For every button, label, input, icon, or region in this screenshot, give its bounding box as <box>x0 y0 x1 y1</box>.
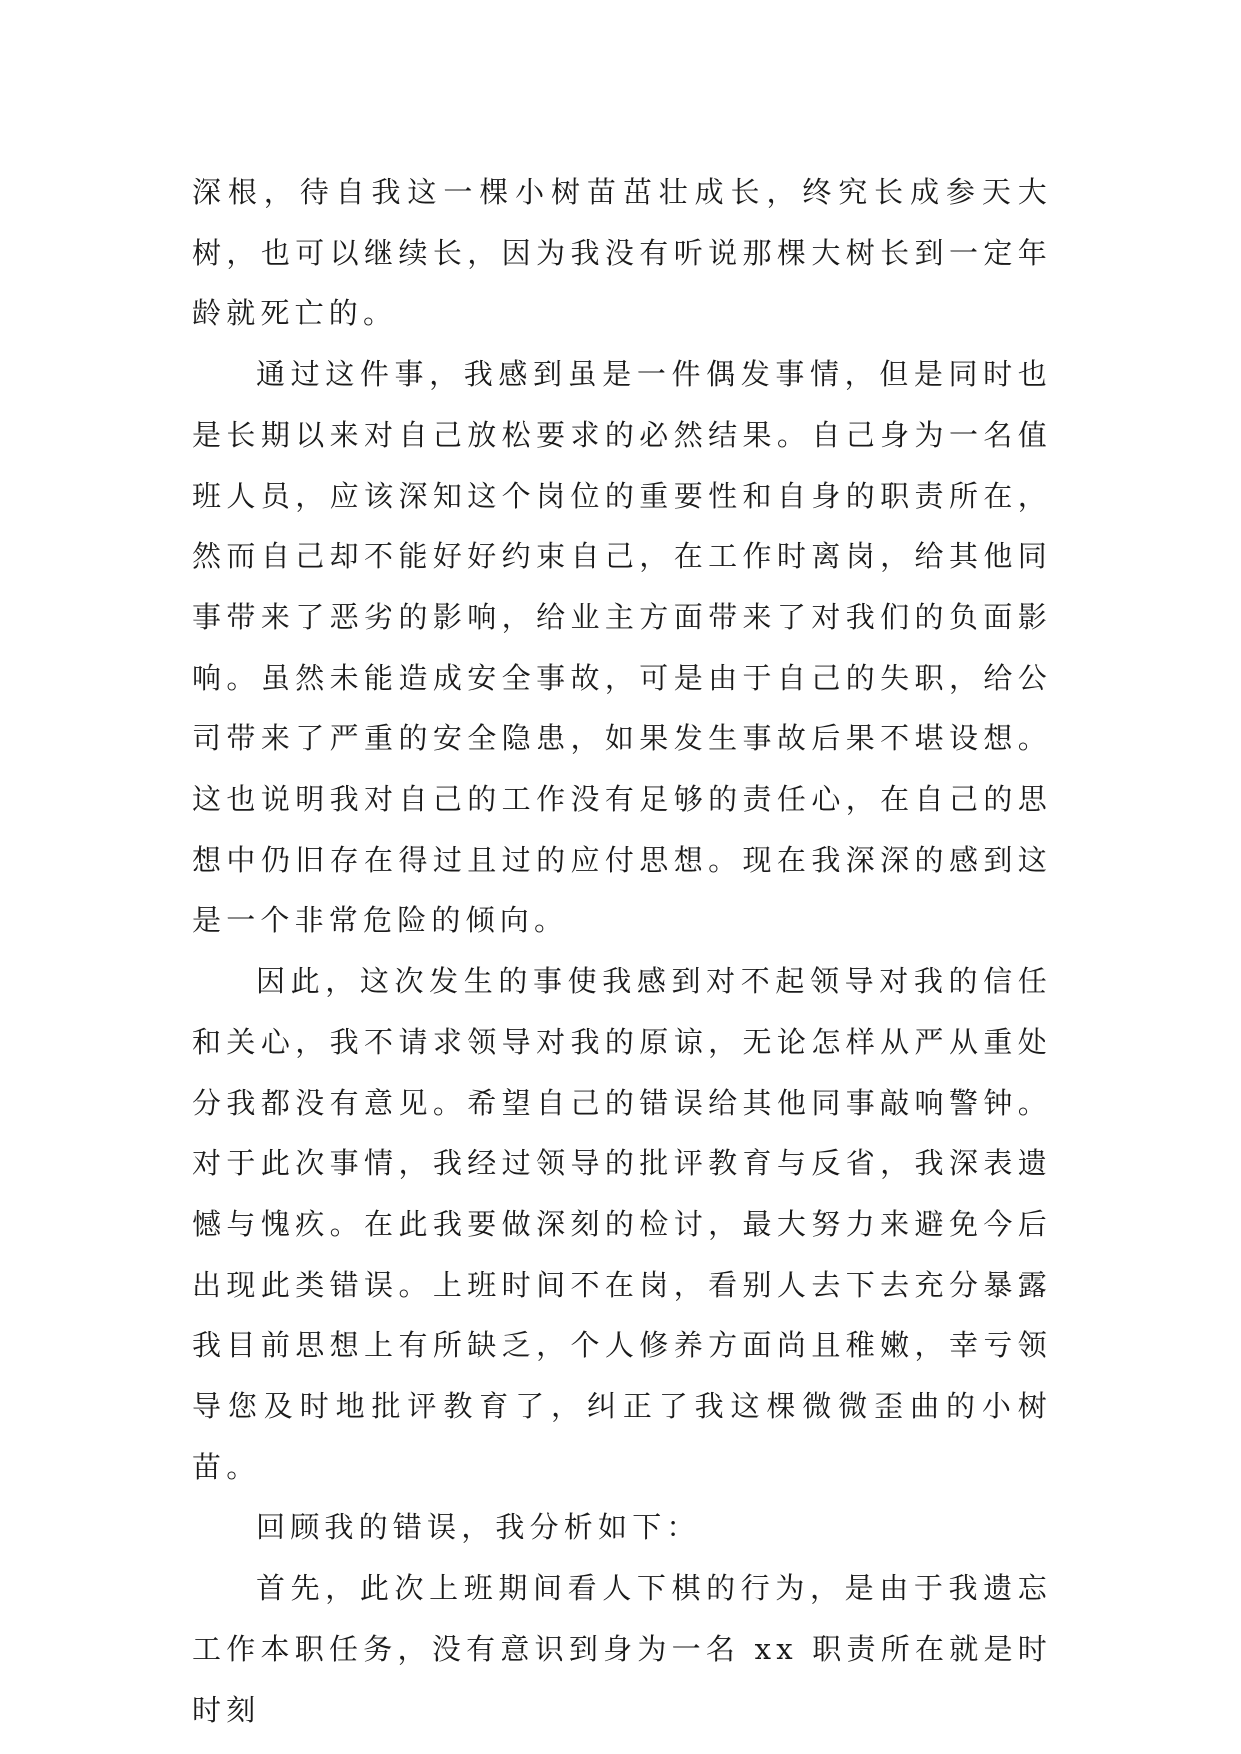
paragraph-3: 因此，这次发生的事使我感到对不起领导对我的信任和关心，我不请求领导对我的原谅，无论怎样从严从重处分我都没有意见。希望自己的错误给其他同事敲响警钟。对于此次事情，我经过领导的批评教育与反省，我深表遗憾与愧疚。在此我要做深刻的检讨，最大努力来避免今后出现此类错误。上班时间不在岗，看别人去下去充分暴露我目前思想上有所缺乏，个人修养方面尚且稚嫩，幸亏领导您及时地批评教育了，纠正了我这棵微微歪曲的小树苗。 <box>192 964 1052 1484</box>
paragraph-2: 通过这件事，我感到虽是一件偶发事情，但是同时也是长期以来对自己放松要求的必然结果。自己身为一名值班人员，应该深知这个岗位的重要性和自身的职责所在，然而自己却不能好好约束自己，在工作时离岗，给其他同事带来了恶劣的影响，给业主方面带来了对我们的负面影响。虽然未能造成安全事故，可是由于自己的失职，给公司带来了严重的安全隐患，如果发生事故后果不堪设想。这也说明我对自己的工作没有足够的责任心，在自己的思想中仍旧存在得过且过的应付思想。现在我深深的感到这是一个非常危险的倾向。 <box>192 357 1052 938</box>
document-body <box>192 162 1052 1740</box>
paragraph-5: 首先，此次上班期间看人下棋的行为，是由于我遗忘工作本职任务，没有意识到身为一名 xx 职责所在就是时时刻 <box>192 1571 1052 1727</box>
paragraph-1: 深根，待自我这一棵小树苗茁壮成长，终究长成参天大树，也可以继续长，因为我没有听说那棵大树长到一定年龄就死亡的。 <box>192 175 1052 331</box>
paragraph-4: 回顾我的错误，我分析如下： <box>256 1510 701 1545</box>
